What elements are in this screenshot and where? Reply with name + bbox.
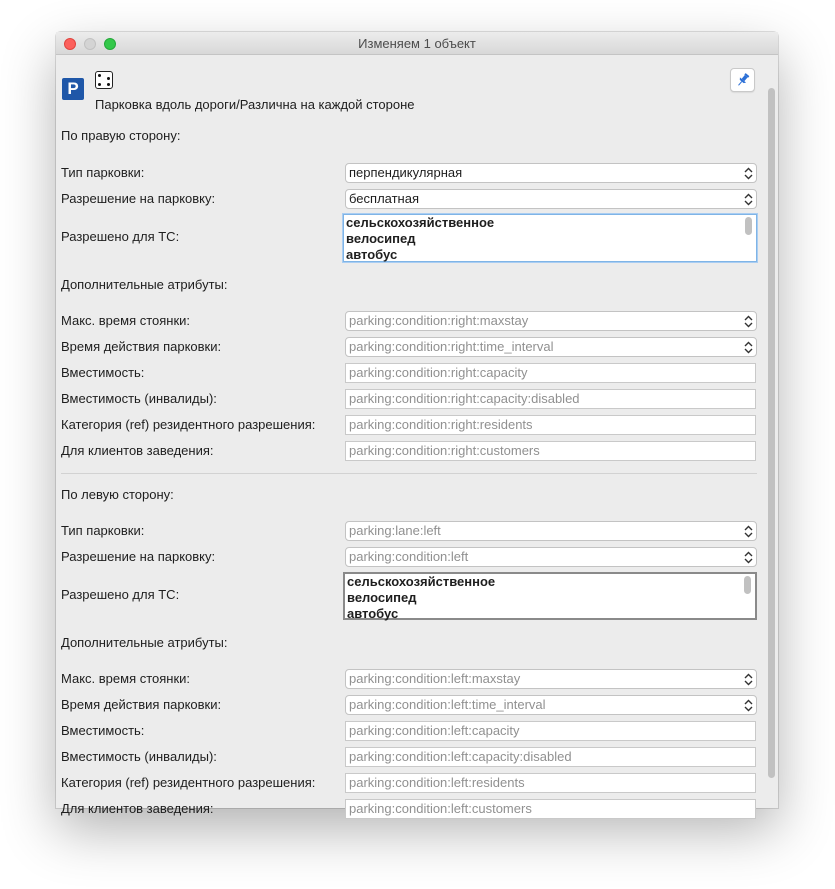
right-time-interval-placeholder: parking:condition:right:time_interval (349, 339, 554, 354)
right-customers-label: Для клиентов заведения: (61, 443, 214, 458)
left-parking-condition-placeholder: parking:condition:left (349, 549, 469, 564)
list-scrollbar[interactable] (745, 217, 752, 235)
right-capacity-input[interactable]: parking:condition:right:capacity (345, 363, 756, 383)
pin-icon (735, 72, 751, 88)
left-capacity-disabled-label: Вместимость (инвалиды): (61, 749, 217, 764)
left-parking-condition-label: Разрешение на парковку: (61, 549, 216, 564)
right-customers-input[interactable]: parking:condition:right:customers (345, 441, 756, 461)
left-customers-input[interactable]: parking:condition:left:customers (345, 799, 756, 819)
right-residents-label: Категория (ref) резидентного разрешения: (61, 417, 316, 432)
left-side-heading: По левую сторону: (61, 487, 174, 502)
right-capacity-label: Вместимость: (61, 365, 145, 380)
title-bar[interactable] (56, 32, 778, 55)
list-scrollbar[interactable] (744, 576, 751, 594)
up-down-arrows-icon (744, 699, 753, 712)
dialog-window (56, 32, 778, 816)
up-down-arrows-icon (744, 315, 753, 328)
right-time-interval-select[interactable] (345, 337, 757, 357)
right-side-heading: По правую сторону: (61, 128, 181, 143)
left-residents-input[interactable]: parking:condition:left:residents (345, 773, 756, 793)
right-parking-type-select[interactable] (345, 163, 757, 183)
pin-button[interactable] (730, 68, 755, 92)
up-down-arrows-icon (744, 167, 753, 180)
left-parking-type-select[interactable] (345, 521, 757, 541)
right-maxstay-select[interactable] (345, 311, 757, 331)
left-maxstay-label: Макс. время стоянки: (61, 671, 191, 686)
right-capacity-disabled-input[interactable]: parking:condition:right:capacity:disabled (345, 389, 756, 409)
dialog-content (56, 55, 766, 816)
left-customers-label: Для клиентов заведения: (61, 801, 214, 816)
right-parking-type-value: перпендикулярная (349, 165, 463, 180)
left-parking-type-label: Тип парковки: (61, 523, 145, 538)
left-capacity-input[interactable]: parking:condition:left:capacity (345, 721, 756, 741)
up-down-arrows-icon (744, 673, 753, 686)
window-scrollbar[interactable] (768, 88, 775, 778)
up-down-arrows-icon (744, 525, 753, 538)
left-time-interval-placeholder: parking:condition:left:time_interval (349, 697, 546, 712)
right-capacity-disabled-label: Вместимость (инвалиды): (61, 391, 217, 406)
dice-icon (95, 71, 113, 89)
window-title: Изменяем 1 объект (358, 36, 476, 51)
right-allowed-vehicles-list[interactable] (343, 214, 757, 262)
right-parking-condition-label: Разрешение на парковку: (61, 191, 216, 206)
left-parking-condition-select[interactable] (345, 547, 757, 567)
list-item[interactable]: велосипед (346, 231, 416, 246)
section-separator (61, 473, 757, 474)
up-down-arrows-icon (744, 341, 753, 354)
list-item[interactable]: сельскохозяйственное (347, 574, 496, 589)
right-parking-condition-select[interactable] (345, 189, 757, 209)
list-item[interactable]: велосипед (347, 590, 417, 605)
left-allowed-vehicles-label: Разрешено для ТС: (61, 587, 180, 602)
left-allowed-vehicles-list[interactable] (343, 572, 757, 620)
left-maxstay-select[interactable] (345, 669, 757, 689)
left-capacity-label: Вместимость: (61, 723, 145, 738)
left-extra-attributes-heading: Дополнительные атрибуты: (61, 635, 228, 650)
left-capacity-disabled-input[interactable]: parking:condition:left:capacity:disabled (345, 747, 756, 767)
right-maxstay-placeholder: parking:condition:right:maxstay (349, 313, 529, 328)
right-time-interval-label: Время действия парковки: (61, 339, 222, 354)
up-down-arrows-icon (744, 551, 753, 564)
left-maxstay-placeholder: parking:condition:left:maxstay (349, 671, 521, 686)
left-time-interval-select[interactable] (345, 695, 757, 715)
right-maxstay-label: Макс. время стоянки: (61, 313, 191, 328)
left-time-interval-label: Время действия парковки: (61, 697, 222, 712)
list-item[interactable]: автобус (347, 606, 399, 621)
parking-sign-icon: P (62, 78, 84, 100)
right-parking-condition-value: бесплатная (349, 191, 420, 206)
preset-name: Парковка вдоль дороги/Различна на каждой стороне (95, 97, 415, 112)
left-parking-type-placeholder: parking:lane:left (349, 523, 441, 538)
left-residents-label: Категория (ref) резидентного разрешения: (61, 775, 316, 790)
right-extra-attributes-heading: Дополнительные атрибуты: (61, 277, 228, 292)
right-residents-input[interactable]: parking:condition:right:residents (345, 415, 756, 435)
up-down-arrows-icon (744, 193, 753, 206)
list-item[interactable]: сельскохозяйственное (346, 215, 495, 230)
right-parking-type-label: Тип парковки: (61, 165, 145, 180)
right-allowed-vehicles-label: Разрешено для ТС: (61, 229, 180, 244)
list-item[interactable]: автобус (346, 247, 398, 262)
